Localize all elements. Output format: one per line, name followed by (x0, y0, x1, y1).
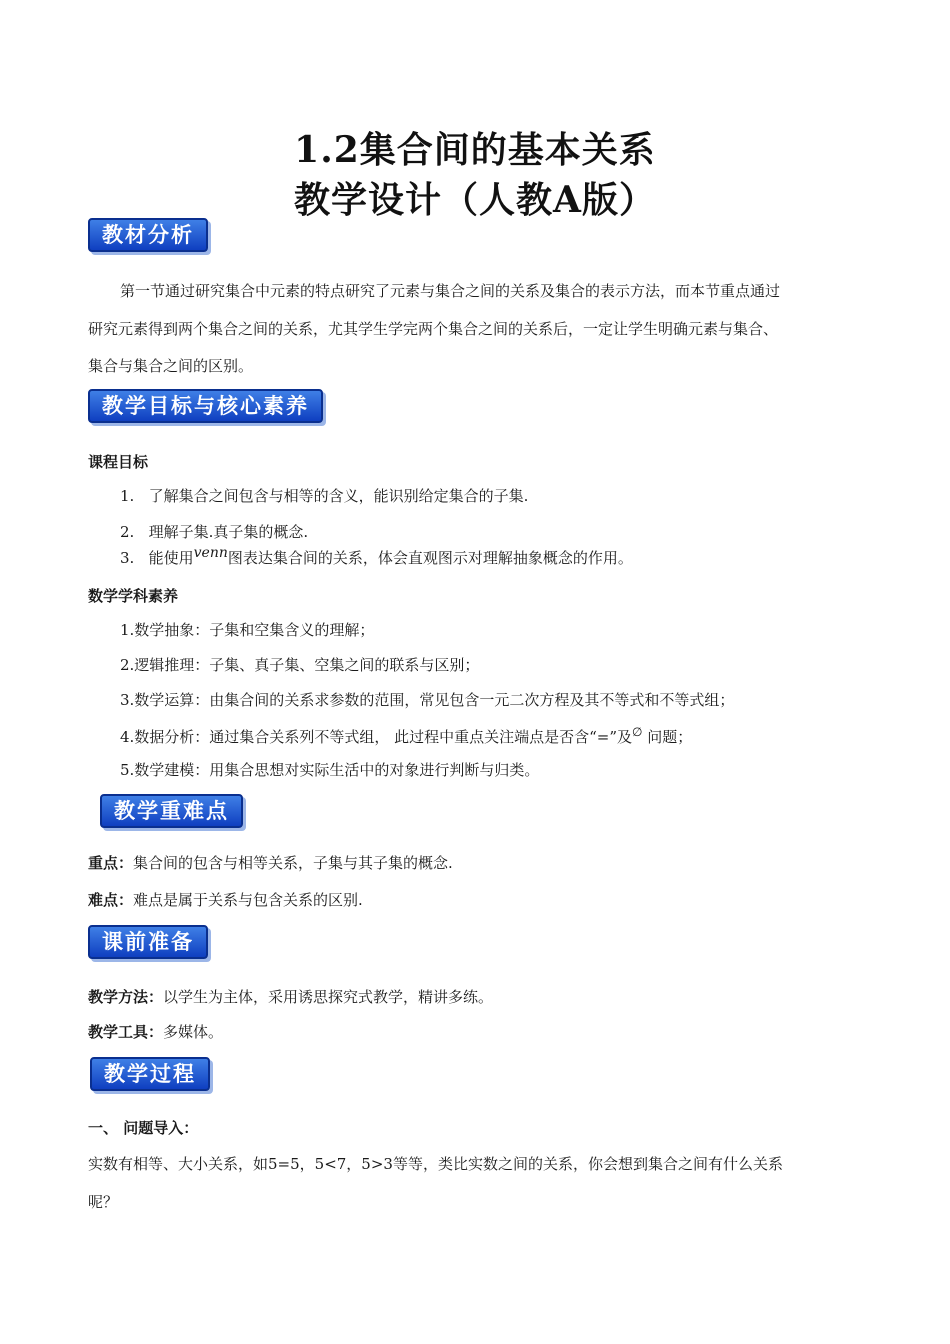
teaching-tools-line (88, 1022, 223, 1042)
analysis-line-2: 研究元素得到两个集合之间的关系，尤其学生学完两个集合之间的关系后，一定让学生明确元素与集合、 (88, 320, 779, 338)
course-goals-heading: 课程目标 (88, 453, 149, 471)
item-number: 1. (120, 487, 135, 505)
empty-set-symbol: ∅ (632, 725, 643, 739)
analysis-line-1: 第一节通过研究集合中元素的特点研究了元素与集合之间的关系及集合的表示方法，而本节重点通过 (120, 282, 781, 300)
item-text-pre: 4.数据分析：通过集合关系列不等式组， 此过程中重点关注端点是否含“=”及 (120, 728, 632, 746)
venn-label: venn (193, 545, 228, 561)
method-label: 教学方法： (88, 988, 164, 1006)
item-text-post: 问题； (647, 728, 693, 746)
item-number: 3. (120, 549, 135, 567)
process-line-2: 呢？ (88, 1193, 119, 1211)
analysis-line-3: 集合与集合之间的区别。 (88, 357, 254, 375)
section-badge-process: 教学过程 (90, 1057, 210, 1091)
key-text: 集合间的包含与相等关系，子集与其子集的概念. (133, 854, 453, 872)
section-badge-key-points: 教学重难点 (100, 794, 243, 828)
item-text: 了解集合之间包含与相等的含义，能识别给定集合的子集. (148, 487, 529, 505)
teaching-method-line (88, 987, 493, 1007)
section-badge-goals: 教学目标与核心素养 (88, 389, 323, 423)
key-label: 重点： (88, 854, 134, 872)
item-text-post: 图表达集合间的关系，体会直观图示对理解抽象概念的作用。 (227, 549, 633, 567)
item-number: 2. (120, 523, 135, 541)
literacy-heading: 数学学科素养 (88, 587, 179, 605)
process-line-1: 实数有相等、大小关系，如5=5，5<7，5>3等等，类比实数之间的关系，你会想到集合之间有什么关系 (88, 1155, 783, 1173)
literacy-item-2: 2.逻辑推理：子集、真子集、空集之间的联系与区别； (120, 656, 480, 674)
section-badge-preparation: 课前准备 (88, 925, 208, 959)
course-goal-item-3 (120, 545, 633, 569)
course-goal-item-2 (120, 522, 308, 542)
title-line-1: 1.2集合间的基本关系 (294, 129, 656, 171)
literacy-item-4 (120, 727, 692, 748)
difficult-point-line (88, 890, 363, 910)
tools-label: 教学工具： (88, 1023, 164, 1041)
process-heading: 一、 问题导入： (88, 1119, 199, 1137)
literacy-item-3: 3.数学运算：由集合间的关系求参数的范围，常见包含一元二次方程及其不等式和不等式组； (120, 691, 735, 709)
item-text: 理解子集.真子集的概念. (148, 523, 309, 541)
literacy-item-5: 5.数学建模：用集合思想对实际生活中的对象进行判断与归类。 (120, 761, 540, 779)
item-text-pre: 能使用 (148, 549, 194, 567)
difficult-label: 难点： (88, 891, 134, 909)
key-point-line (88, 853, 453, 873)
literacy-item-1: 1.数学抽象：子集和空集含义的理解； (120, 621, 375, 639)
tools-text: 多媒体。 (163, 1023, 224, 1041)
title-line-2: 教学设计（人教A版） (294, 179, 656, 221)
difficult-text: 难点是属于关系与包含关系的区别. (133, 891, 363, 909)
section-badge-analysis: 教材分析 (88, 218, 208, 252)
method-text: 以学生为主体，采用诱思探究式教学，精讲多练。 (163, 988, 494, 1006)
course-goal-item-1 (120, 486, 528, 506)
